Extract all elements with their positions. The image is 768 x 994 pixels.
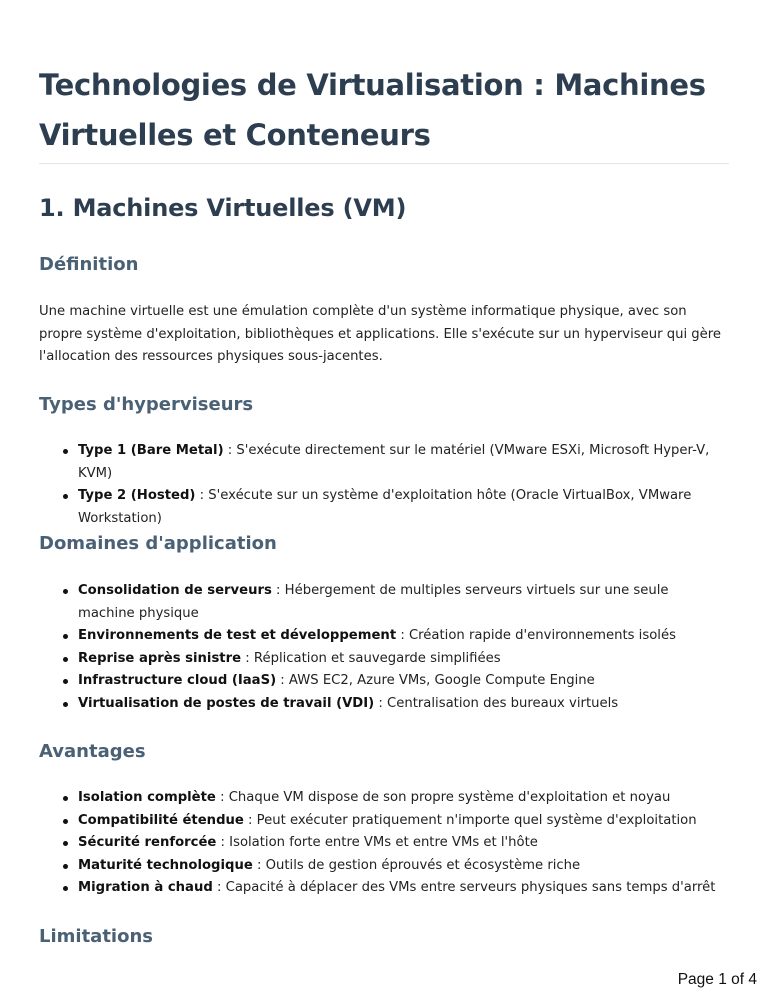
subheading-hypervisor-types: Types d'hyperviseurs <box>39 394 254 415</box>
list-item-description: : Isolation forte entre VMs et entre VMs et l'hôte <box>216 835 538 851</box>
subheading-advantages: Avantages <box>39 741 146 762</box>
list-item <box>39 625 729 648</box>
list-item-term: Type 2 (Hosted) <box>78 488 196 504</box>
bullet-icon <box>63 589 68 594</box>
list-item <box>39 693 729 716</box>
list-item-description: : S'exécute sur un système d'exploitation hôte (Oracle VirtualBox, VMware Workstation) <box>78 488 692 526</box>
list-item <box>39 670 729 693</box>
definition-paragraph: Une machine virtuelle est une émulation complète d'un système informatique physique, avec son propre système d'exploitation, bibliothèques et applications. Elle s'exécute sur un hyperviseur qui gère l'allocation des ressources physiques sous-jacentes. <box>39 304 722 364</box>
list-item-term: Virtualisation de postes de travail (VDI) <box>78 695 375 711</box>
list-item <box>39 648 729 671</box>
bullet-icon <box>63 449 68 454</box>
list-item-description: : Capacité à déplacer des VMs entre serveurs physiques sans temps d'arrêt <box>212 880 716 896</box>
bullet-icon <box>63 634 68 639</box>
application-domains-list <box>39 580 729 716</box>
list-item <box>39 440 729 485</box>
list-item-description: : Hébergement de multiples serveurs virtuels sur une seule machine physique <box>78 583 669 621</box>
subheading-application-domains: Domaines d'application <box>39 533 277 554</box>
section-heading-vm: 1. Machines Virtuelles (VM) <box>39 194 407 222</box>
bullet-icon <box>63 494 68 499</box>
list-item-term: Isolation complète <box>78 790 216 805</box>
bullet-icon <box>63 864 68 869</box>
list-item <box>39 877 729 900</box>
bullet-icon <box>63 702 68 707</box>
bullet-icon <box>63 841 68 846</box>
list-item-term: Type 1 (Bare Metal) <box>78 443 224 458</box>
list-item-description: : Chaque VM dispose de son propre système d'exploitation et noyau <box>215 790 671 805</box>
subheading-limitations: Limitations <box>39 926 153 947</box>
list-item-term: Infrastructure cloud (IaaS) <box>78 673 277 689</box>
subheading-definition: Définition <box>39 254 139 275</box>
list-item-term: Environnements de test et développement <box>78 628 397 644</box>
bullet-icon <box>63 886 68 891</box>
list-item-description: : AWS EC2, Azure VMs, Google Compute Engine <box>276 673 595 689</box>
list-item <box>39 787 729 810</box>
bullet-icon <box>63 679 68 684</box>
bullet-icon <box>63 657 68 662</box>
title-divider <box>39 163 729 164</box>
list-item <box>39 832 729 855</box>
list-item <box>39 580 729 625</box>
page-number: Page 1 of 4 <box>677 971 757 988</box>
list-item-term: Compatibilité étendue <box>78 812 244 828</box>
hypervisor-types-list <box>39 440 729 530</box>
list-item-description: : Outils de gestion éprouvés et écosystème riche <box>252 857 581 873</box>
list-item-description: : Peut exécuter pratiquement n'importe quel système d'exploitation <box>243 812 697 828</box>
list-item <box>39 855 729 878</box>
list-item-term: Consolidation de serveurs <box>78 583 272 598</box>
list-item-description: : S'exécute directement sur le matériel (VMware ESXi, Microsoft Hyper-V, KVM) <box>78 443 710 481</box>
advantages-list <box>39 787 729 900</box>
bullet-icon <box>63 819 68 824</box>
page-title: Technologies de Virtualisation : Machines Virtuelles et Conteneurs <box>39 68 706 152</box>
bullet-icon <box>63 796 68 801</box>
list-item-description: : Création rapide d'environnements isolés <box>396 628 676 644</box>
list-item-term: Maturité technologique <box>78 857 253 873</box>
list-item-term: Reprise après sinistre <box>78 650 242 666</box>
list-item-term: Sécurité renforcée <box>78 835 217 851</box>
list-item-description: : Réplication et sauvegarde simplifiées <box>241 650 501 666</box>
list-item-term: Migration à chaud <box>78 880 213 896</box>
list-item-description: : Centralisation des bureaux virtuels <box>374 695 619 711</box>
list-item <box>39 485 729 530</box>
list-item <box>39 810 729 833</box>
